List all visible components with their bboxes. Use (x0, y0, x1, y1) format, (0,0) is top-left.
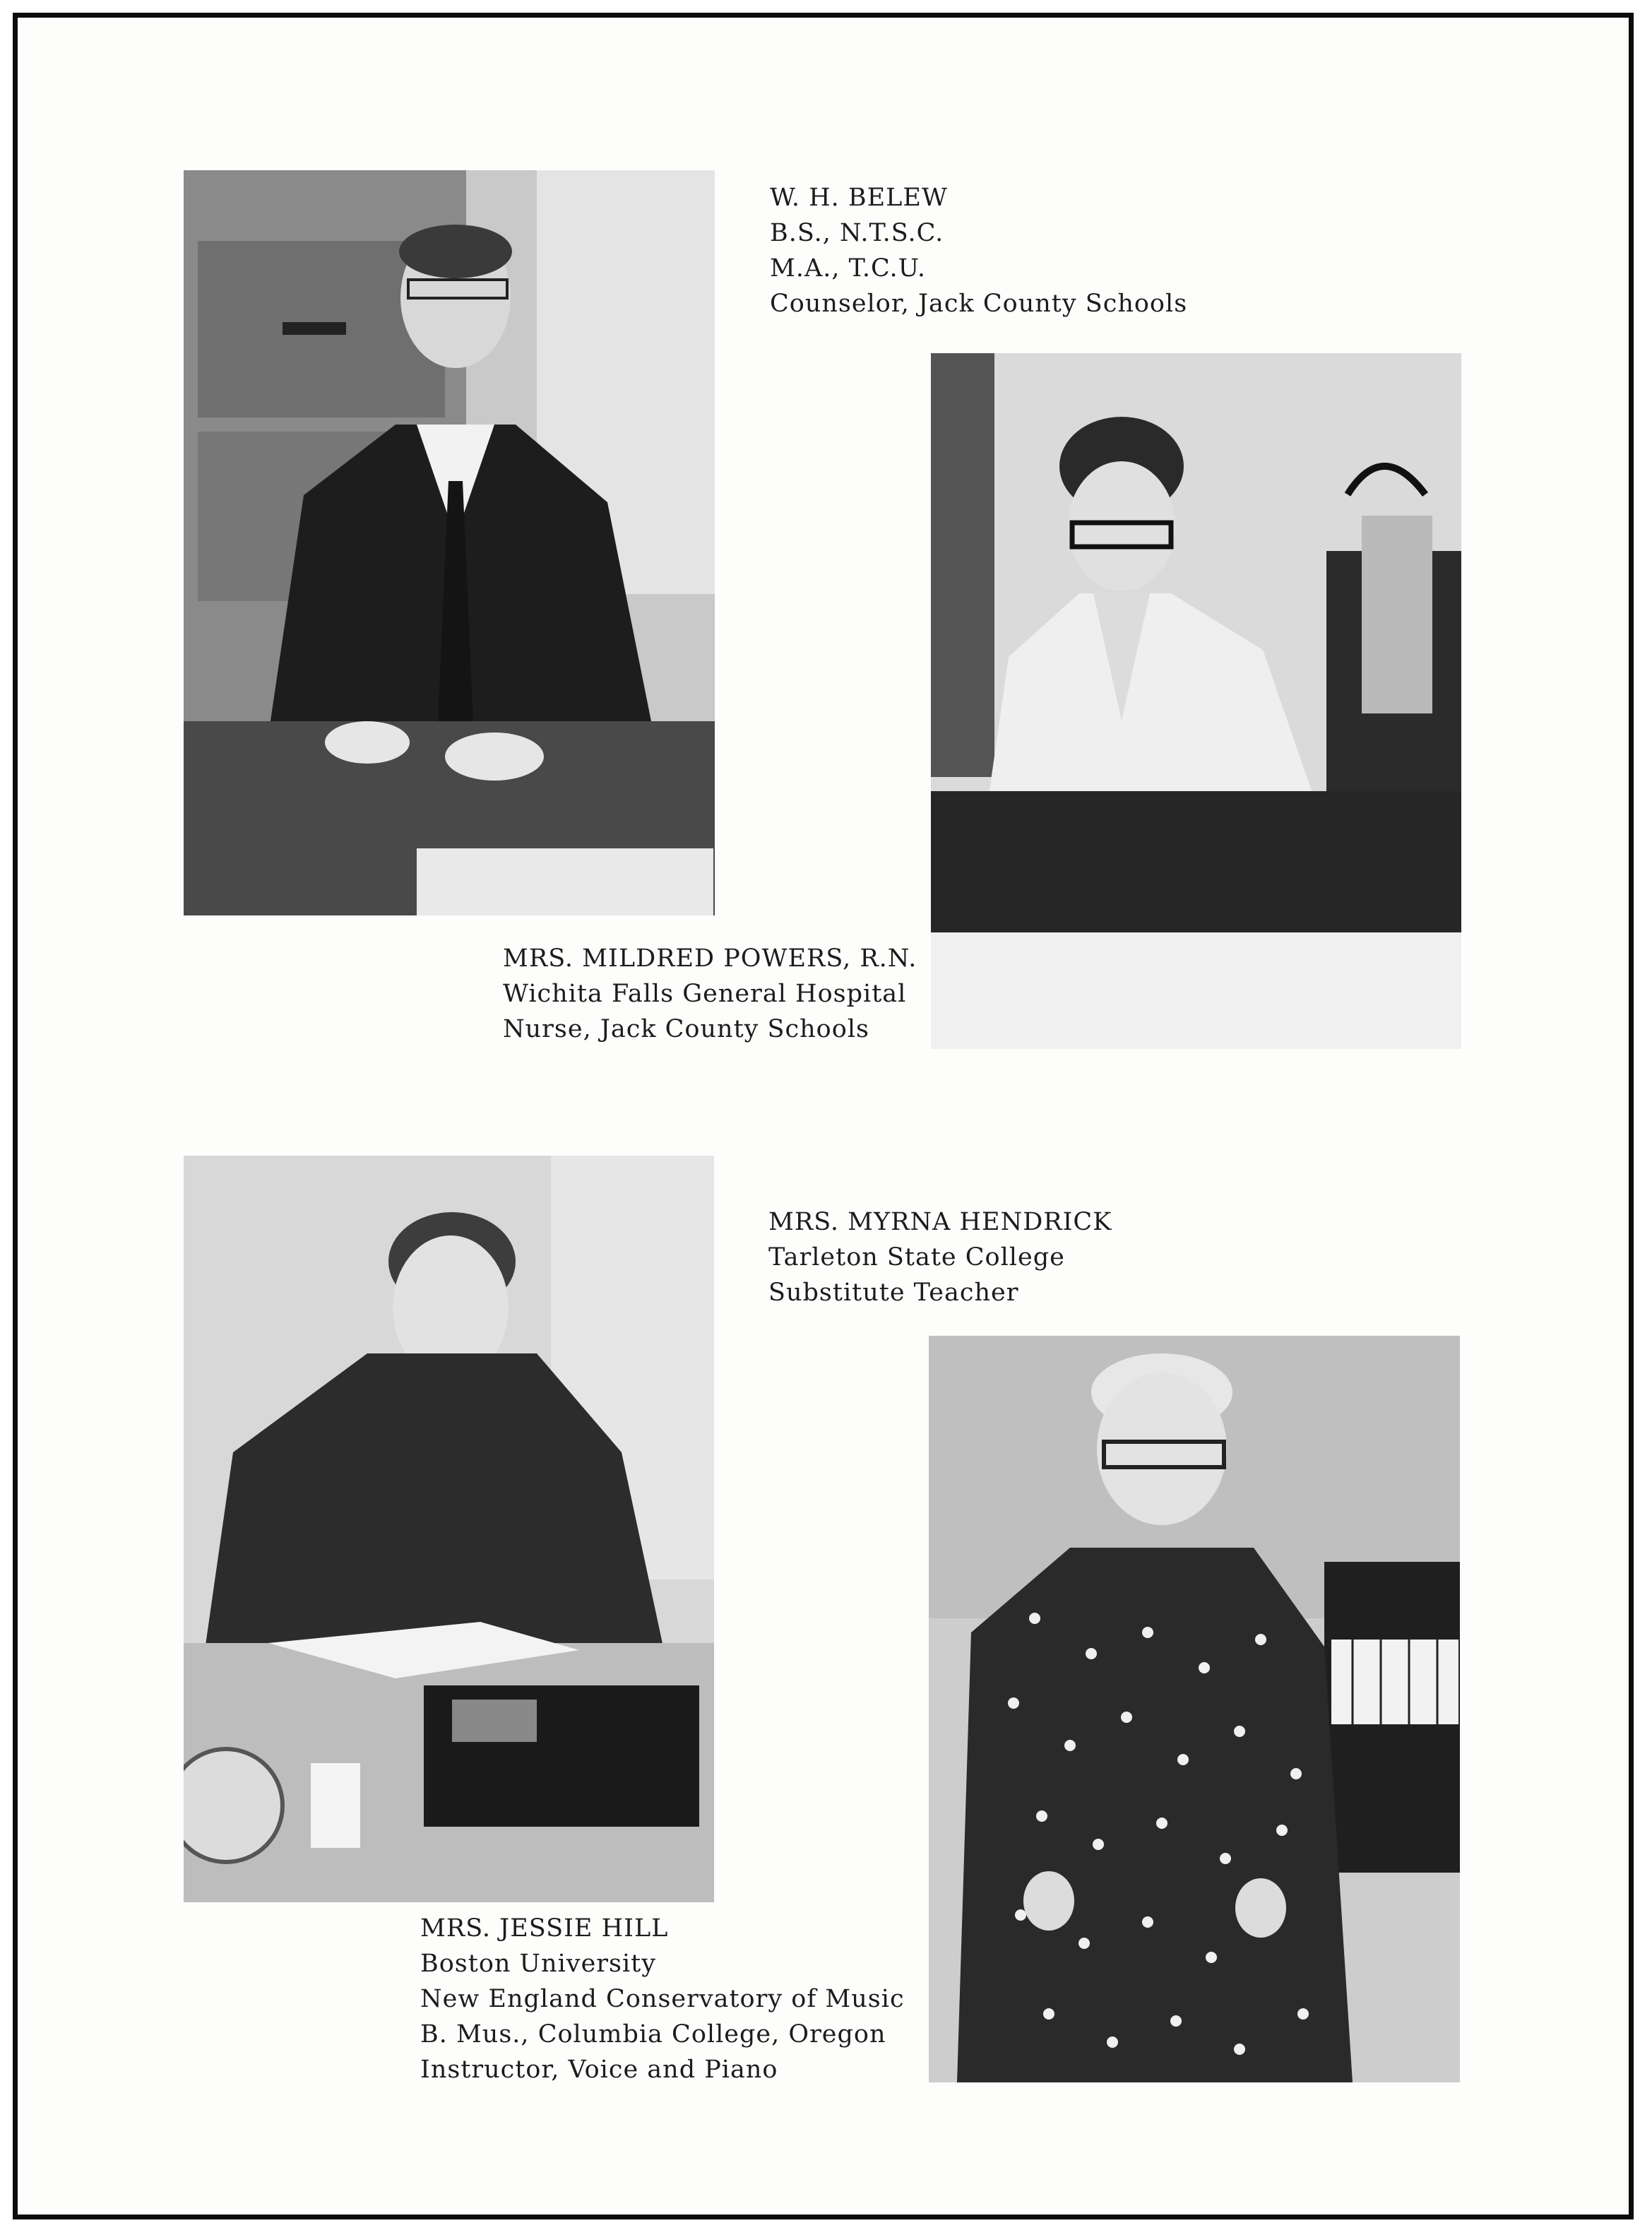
staff-degree: B. Mus., Columbia College, Oregon (420, 2020, 886, 2049)
photo-belew (184, 170, 715, 915)
caption-hill (420, 1911, 905, 2087)
staff-school: Wichita Falls General Hospital (503, 980, 907, 1008)
caption-powers (503, 941, 917, 1047)
staff-school: Tarleton State College (768, 1243, 1065, 1271)
staff-school: New England Conservatory of Music (420, 1985, 905, 2013)
staff-school: Boston University (420, 1950, 656, 1978)
photo-powers (931, 353, 1461, 1049)
staff-position: Substitute Teacher (768, 1279, 1019, 1307)
staff-degree: B.S., N.T.S.C. (770, 219, 944, 247)
photo-hendrick (184, 1156, 714, 1902)
staff-name: W. H. BELEW (770, 184, 948, 212)
staff-position: Counselor, Jack County Schools (770, 290, 1188, 318)
caption-belew (770, 180, 1187, 321)
staff-name: MRS. MILDRED POWERS, R.N. (503, 944, 917, 973)
photo-hill (929, 1336, 1460, 2082)
caption-hendrick (768, 1204, 1112, 1310)
staff-name: MRS. MYRNA HENDRICK (768, 1208, 1112, 1236)
staff-degree: M.A., T.C.U. (770, 254, 927, 283)
staff-position: Nurse, Jack County Schools (503, 1015, 869, 1043)
staff-name: MRS. JESSIE HILL (420, 1914, 669, 1943)
staff-position: Instructor, Voice and Piano (420, 2056, 778, 2084)
